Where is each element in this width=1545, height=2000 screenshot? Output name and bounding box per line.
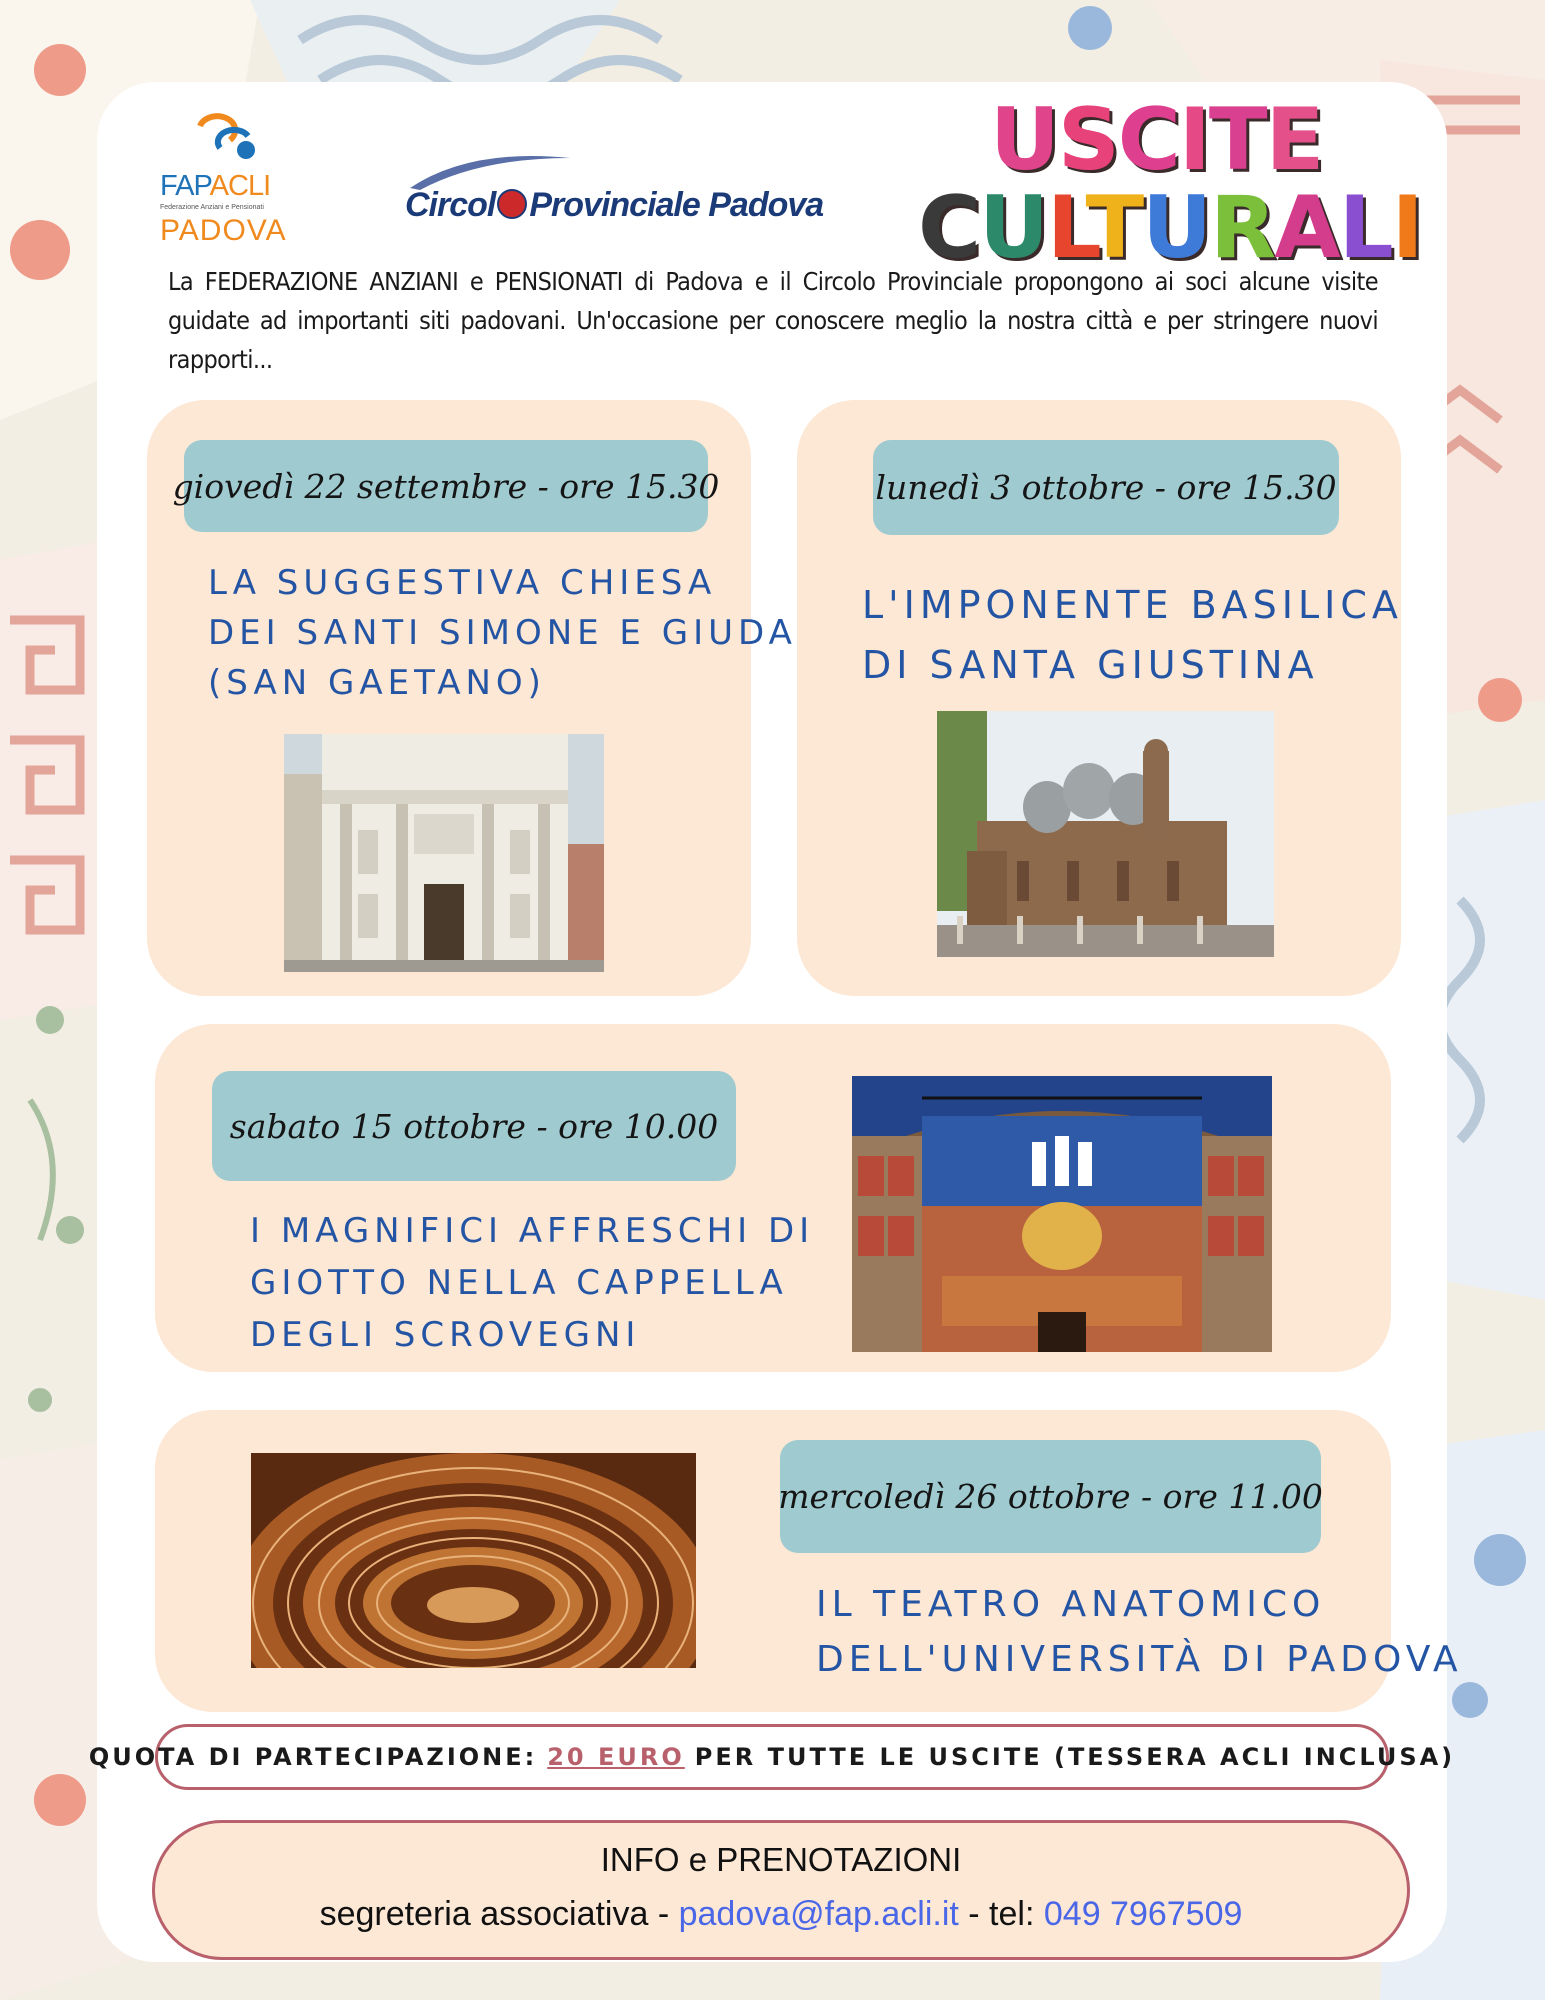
culturali-letter: U xyxy=(979,178,1047,278)
cappella-scrovegni-photo xyxy=(852,1076,1272,1352)
contact-prefix: segreteria associativa - xyxy=(319,1895,679,1933)
uscite-letter: U xyxy=(990,90,1058,190)
event-title-4: IL TEATRO ANATOMICO DELL'UNIVERSITÀ DI PADOVA xyxy=(816,1584,1463,1680)
event-title-1: LA SUGGESTIVA CHIESA DEI SANTI SIMONE E GIUDA (SAN GAETANO) xyxy=(208,563,797,703)
circolo-provinciale: Provinciale Padova xyxy=(529,186,824,224)
info-title: INFO e PRENOTAZIONI xyxy=(600,1841,962,1878)
circolo-logo xyxy=(370,152,830,232)
fap-subtitle: Federazione Anziani e Pensionati xyxy=(160,204,264,211)
culturali-letter: L xyxy=(1046,178,1086,278)
circolo-word: Circol xyxy=(405,186,496,224)
email-link[interactable]: padova@fap.acli.it xyxy=(678,1895,959,1933)
event-title-2: L'IMPONENTE BASILICA DI SANTA GIUSTINA xyxy=(862,583,1403,687)
fap-logo-mark-icon xyxy=(190,104,260,168)
basilica-santa-giustina-photo xyxy=(937,711,1274,957)
phone-link[interactable]: 049 7967509 xyxy=(1043,1895,1243,1933)
fee-amount: 20 EURO xyxy=(547,1743,685,1771)
event-date-4: mercoledì 26 ottobre - ore 11.00 xyxy=(780,1440,1321,1553)
fee-label: QUOTA DI PARTECIPAZIONE: xyxy=(88,1743,538,1771)
title-line-uscite xyxy=(918,90,1338,190)
culturali-letter: C xyxy=(918,178,980,278)
culturali-letter: T xyxy=(1085,178,1143,278)
teatro-anatomico-photo xyxy=(251,1453,696,1668)
uscite-letter: S xyxy=(1057,90,1118,190)
page-title xyxy=(918,90,1422,278)
culturali-letter: A xyxy=(1274,178,1339,278)
info-contact-line xyxy=(155,1895,1407,1934)
fap-brand: FAPACLI xyxy=(160,170,271,202)
event-date-1: giovedì 22 settembre - ore 15.30 xyxy=(184,440,708,532)
event-title-3: I MAGNIFICI AFFRESCHI DI GIOTTO NELLA CAPPELLA DEGLI SCROVEGNI xyxy=(250,1211,815,1355)
uscite-letter: T xyxy=(1208,90,1266,190)
tel-label: - tel: xyxy=(958,1895,1044,1933)
event-date-3: sabato 15 ottobre - ore 10.00 xyxy=(212,1071,736,1181)
info-box xyxy=(152,1820,1410,1960)
intro-text: La FEDERAZIONE ANZIANI e PENSIONATI di Padova e il Circolo Provinciale propongono ai soci alcune visite guidate ad importanti siti padovani. Un'occasione per conoscere meglio la nostra città e per stringere nuovi rapporti... xyxy=(168,267,1378,374)
uscite-letter: C xyxy=(1117,90,1179,190)
culturali-letter: L xyxy=(1338,178,1392,278)
title-line-culturali xyxy=(918,178,1422,278)
culturali-letter: R xyxy=(1210,178,1275,278)
uscite-letter: I xyxy=(1178,90,1209,190)
event-date-2: lunedì 3 ottobre - ore 15.30 xyxy=(873,440,1339,535)
fap-acli-logo xyxy=(150,104,300,247)
church-san-gaetano-photo xyxy=(284,734,604,972)
acli-badge-icon xyxy=(497,189,527,219)
culturali-letter: U xyxy=(1142,178,1211,278)
fee-details: PER TUTTE LE USCITE (TESSERA ACLI INCLUSA) xyxy=(694,1743,1456,1771)
participation-fee-banner xyxy=(88,1724,1456,1790)
uscite-letter: E xyxy=(1265,90,1323,190)
fap-city: PADOVA xyxy=(160,214,287,247)
culturali-letter: I xyxy=(1391,178,1422,278)
